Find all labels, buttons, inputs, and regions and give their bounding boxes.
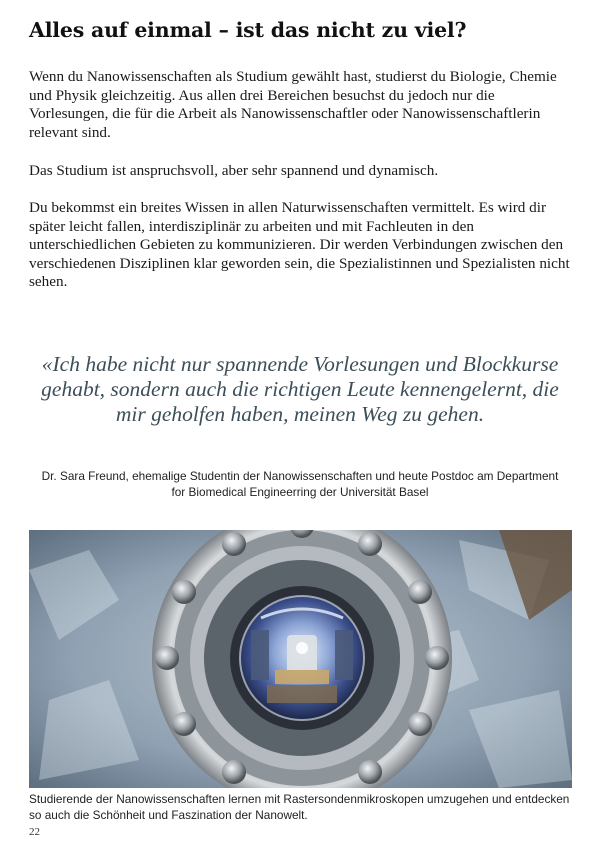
microscope-photo [29,530,572,788]
study-paragraph: Das Studium ist anspruchsvoll, aber sehr spannend und dynamisch. [29,162,439,179]
pull-quote: «Ich habe nicht nur spannende Vorlesungen und Blockkurse gehabt, sondern auch die richtigen Leute kennengelernt, die mir geholfen haben, meinen Weg zu gehen. [41,352,559,426]
quote-attribution: Dr. Sara Freund, ehemalige Studentin der Nanowissenschaften und heute Postdoc am Department for Biomedical Engineerring der Universität Basel [41,469,559,499]
microscope-illustration [29,530,572,788]
knowledge-paragraph: Du bekommst ein breites Wissen in allen Naturwissenschaften vermittelt. Es wird dir später leicht fallen, interdisziplinär zu arbeiten und mit Fachleuten in den unterschiedlichen Gebieten zu kommunizieren. Dir werden Verbindungen zwischen den verschiedenen Disziplinen klar geworden sein, die Spezialistinnen und Spezialisten nicht sehen. [29,199,570,290]
page-heading: Alles auf einmal – ist das nicht zu viel? [29,18,467,42]
photo-caption: Studierende der Nanowissenschaften lernen mit Rastersondenmikroskopen umzugehen und entdecken so auch die Schönheit und Faszination der Nanowelt. [29,792,570,822]
page-number: 22 [29,826,40,838]
intro-paragraph: Wenn du Nanowissenschaften als Studium gewählt hast, studierst du Biologie, Chemie und Physik gleichzeitig. Aus allen drei Bereichen besuchst du jedoch nur die Vorlesungen, die für die Arbeit als Nanowissenschaftler oder Nanowissenschaftlerin relevant sind. [29,68,557,141]
